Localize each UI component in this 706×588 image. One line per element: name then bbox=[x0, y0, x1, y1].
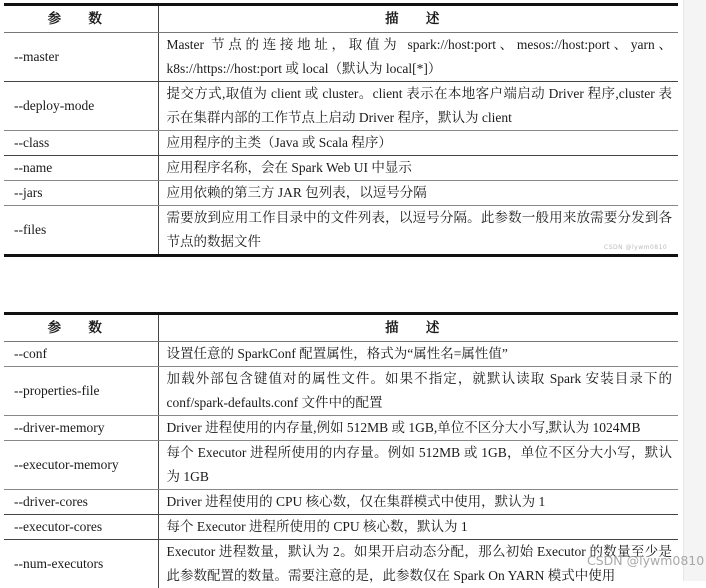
param-description: 需要放到应用工作目录中的文件列表，以逗号分隔。此参数一般用来放需要分发到各节点的数据文件 bbox=[158, 206, 678, 256]
table-row bbox=[4, 181, 678, 206]
param-description: 应用程序名称，会在 Spark Web UI 中显示 bbox=[158, 156, 678, 181]
page-right-margin bbox=[683, 0, 706, 581]
table-row bbox=[4, 490, 678, 515]
watermark-csdn: CSDN @lywm0810 bbox=[587, 553, 704, 568]
param-name: --executor-memory bbox=[4, 441, 158, 490]
param-description: 应用程序的主类（Java 或 Scala 程序） bbox=[158, 131, 678, 156]
header-description: 描 述 bbox=[158, 5, 678, 33]
table-row bbox=[4, 441, 678, 490]
table-header-row bbox=[4, 5, 678, 33]
param-name: --driver-cores bbox=[4, 490, 158, 515]
param-description: 加载外部包含键值对的属性文件。如果不指定，就默认读取 Spark 安装目录下的 conf/spark-defaults.conf 文件中的配置 bbox=[158, 367, 678, 416]
param-description: Driver 进程使用的内存量,例如 512MB 或 1GB,单位不区分大小写,默认为 1024MB bbox=[158, 416, 678, 441]
table-row bbox=[4, 33, 678, 82]
param-description: 每个 Executor 进程所使用的 CPU 核心数，默认为 1 bbox=[158, 515, 678, 540]
spark-submit-params-table-2 bbox=[4, 312, 678, 588]
param-name: --driver-memory bbox=[4, 416, 158, 441]
param-name: --class bbox=[4, 131, 158, 156]
param-name: --jars bbox=[4, 181, 158, 206]
table-row bbox=[4, 367, 678, 416]
table-row bbox=[4, 131, 678, 156]
header-description: 描 述 bbox=[158, 314, 678, 342]
header-param: 参 数 bbox=[4, 314, 158, 342]
param-name: --files bbox=[4, 206, 158, 256]
watermark-small: CSDN @lywm0810 bbox=[604, 244, 667, 251]
param-name: --name bbox=[4, 156, 158, 181]
param-description: Master 节点的连接地址，取值为 spark://host:port、mesos://host:port、yarn、k8s://https://host:port 或 local（默认为 local[*]） bbox=[158, 33, 678, 82]
param-description: Driver 进程使用的 CPU 核心数，仅在集群模式中使用，默认为 1 bbox=[158, 490, 678, 515]
table-row bbox=[4, 416, 678, 441]
param-description: 设置任意的 SparkConf 配置属性，格式为“属性名=属性值” bbox=[158, 342, 678, 367]
param-name: --executor-cores bbox=[4, 515, 158, 540]
param-description: 应用依赖的第三方 JAR 包列表，以逗号分隔 bbox=[158, 181, 678, 206]
param-description: Executor 进程数量，默认为 2。如果开启动态分配，那么初始 Executor 的数量至少是此参数配置的数量。需要注意的是，此参数仅在 Spark On YARN 模式中使用 bbox=[158, 540, 678, 588]
header-param: 参 数 bbox=[4, 5, 158, 33]
param-name: --num-executors bbox=[4, 540, 158, 588]
param-name: --properties-file bbox=[4, 367, 158, 416]
param-name: --conf bbox=[4, 342, 158, 367]
param-name: --master bbox=[4, 33, 158, 82]
table-row bbox=[4, 206, 678, 256]
param-name: --deploy-mode bbox=[4, 82, 158, 131]
table-row bbox=[4, 342, 678, 367]
spark-submit-params-table-1 bbox=[4, 3, 678, 257]
param-description: 提交方式,取值为 client 或 cluster。client 表示在本地客户端启动 Driver 程序,cluster 表示在集群内部的工作节点上启动 Driver 程序，默认为 client bbox=[158, 82, 678, 131]
table-row bbox=[4, 82, 678, 131]
table-row bbox=[4, 156, 678, 181]
param-description: 每个 Executor 进程所使用的内存量。例如 512MB 或 1GB，单位不区分大小写，默认为 1GB bbox=[158, 441, 678, 490]
table-header-row bbox=[4, 314, 678, 342]
table-row bbox=[4, 515, 678, 540]
